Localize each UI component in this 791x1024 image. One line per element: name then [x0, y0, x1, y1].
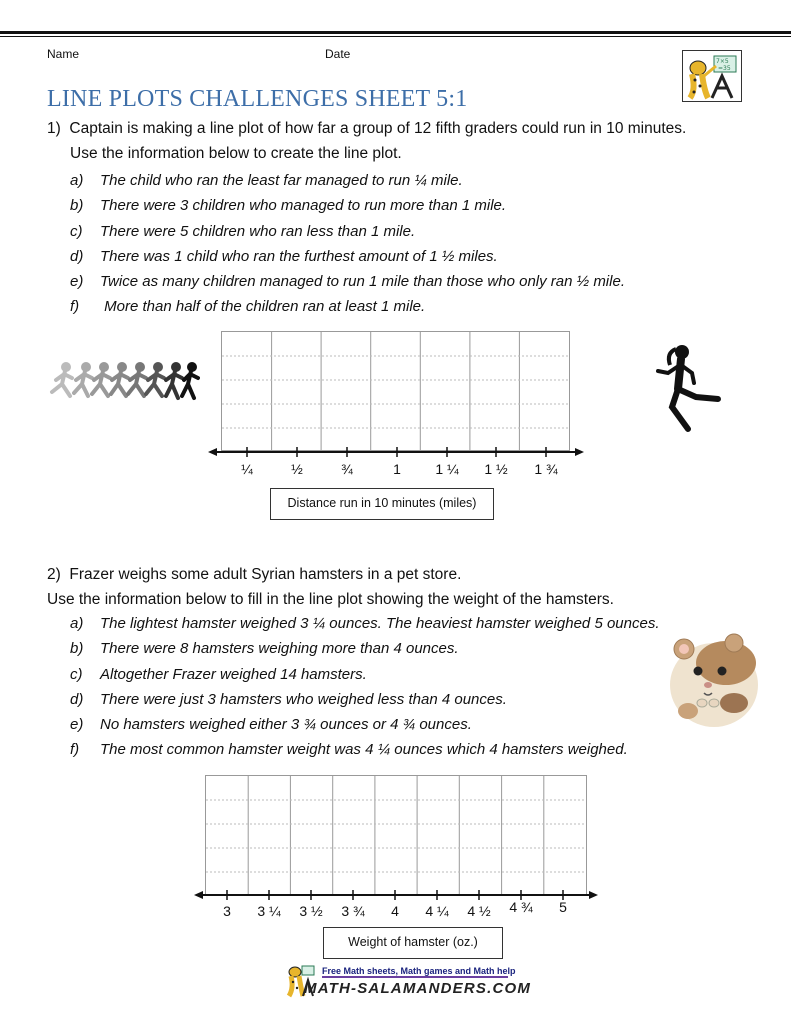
- q2-instruction: Use the information below to fill in the line plot showing the weight of the hamsters.: [47, 591, 614, 608]
- list-item: d) There were just 3 hamsters who weighed less than 4 ounces.: [70, 690, 507, 708]
- q1-tick-label: ¼: [241, 461, 253, 477]
- list-item: b) There were 3 children who managed to run more than 1 mile.: [70, 197, 507, 215]
- q2-tick-label: 3 ¾: [341, 903, 365, 919]
- q2-text: Frazer weighs some adult Syrian hamsters in a pet store.: [69, 566, 462, 583]
- list-item: e) Twice as many children managed to run 1 mile than those who only ran ½ mile.: [70, 273, 625, 291]
- hamster-icon: [664, 633, 762, 729]
- q2-tick-label: 3 ½: [299, 903, 323, 919]
- q1-tick-label: 1 ¼: [435, 461, 459, 477]
- q1-tick-label: 1 ¾: [534, 461, 558, 477]
- list-item: c) Altogether Frazer weighed 14 hamsters.: [70, 665, 367, 683]
- q2-tick-label: 3: [223, 903, 231, 919]
- q1-plot-grid[interactable]: [221, 331, 570, 451]
- q2-tick-label: 4 ¾: [509, 899, 533, 915]
- q1-instruction: Use the information below to create the line plot.: [70, 145, 402, 162]
- q2-prompt: [47, 562, 767, 587]
- q2-tick-label: 4: [391, 903, 399, 919]
- q1-number: 1): [47, 120, 61, 137]
- q2-clue-list: [70, 611, 730, 763]
- q1-tick-label: ½: [291, 461, 303, 477]
- q2-tick-label: 5: [559, 899, 567, 915]
- footer-rule: [322, 976, 508, 978]
- q1-tick-label: ¾: [341, 461, 353, 477]
- list-item: e) No hamsters weighed either 3 ¾ ounces or 4 ¾ ounces.: [70, 716, 472, 734]
- q1-clue-list: [70, 168, 750, 320]
- salamander-teacher-icon: [682, 50, 742, 102]
- list-item: d) There was 1 child who ran the furthest amount of 1 ½ miles.: [70, 247, 498, 265]
- list-item: b) There were 8 hamsters weighing more than 4 ounces.: [70, 640, 459, 658]
- q2-tick-label: 4 ½: [467, 903, 491, 919]
- q2-number: 2): [47, 566, 61, 583]
- q1-text: Captain is making a line plot of how far a group of 12 fifth graders could run in 10 minutes.: [69, 120, 687, 137]
- footer-tagline: Free Math sheets, Math games and Math help: [322, 966, 516, 976]
- name-label: Name: [47, 47, 80, 61]
- q1-tick-label: 1 ½: [484, 461, 508, 477]
- logo-board-text: 7×5: [716, 58, 729, 65]
- q1-tick-label: 1: [393, 461, 401, 477]
- q2-tick-label: 3 ¼: [257, 903, 281, 919]
- page-title: LINE PLOTS CHALLENGES SHEET 5:1: [47, 86, 468, 112]
- date-label: Date: [325, 47, 351, 61]
- runner-icon: [652, 343, 722, 435]
- q1-prompt: [47, 116, 767, 141]
- q1-number-line: [208, 444, 584, 460]
- top-rule: [0, 31, 791, 34]
- q2-plot-grid[interactable]: [205, 775, 587, 896]
- runners-group-icon: [48, 362, 200, 402]
- q2-tick-label: 4 ¼: [425, 903, 449, 919]
- svg-text:=35: =35: [718, 65, 731, 72]
- q1-axis-label: Distance run in 10 minutes (miles): [270, 488, 494, 520]
- list-item: a) The lightest hamster weighed 3 ¼ ounces. The heaviest hamster weighed 5 ounces.: [70, 615, 660, 632]
- list-item: f) The most common hamster weight was 4 ¼ ounces which 4 hamsters weighed.: [70, 741, 628, 759]
- list-item: a) The child who ran the least far managed to run ¼ mile.: [70, 172, 463, 189]
- list-item: f) More than half of the children ran at least 1 mile.: [70, 298, 426, 316]
- footer-site-link[interactable]: MATH-SALAMANDERS.COM: [304, 980, 532, 997]
- q2-axis-label: Weight of hamster (oz.): [323, 927, 503, 959]
- list-item: c) There were 5 children who ran less than 1 mile.: [70, 222, 416, 240]
- top-rule-thin: [0, 36, 791, 37]
